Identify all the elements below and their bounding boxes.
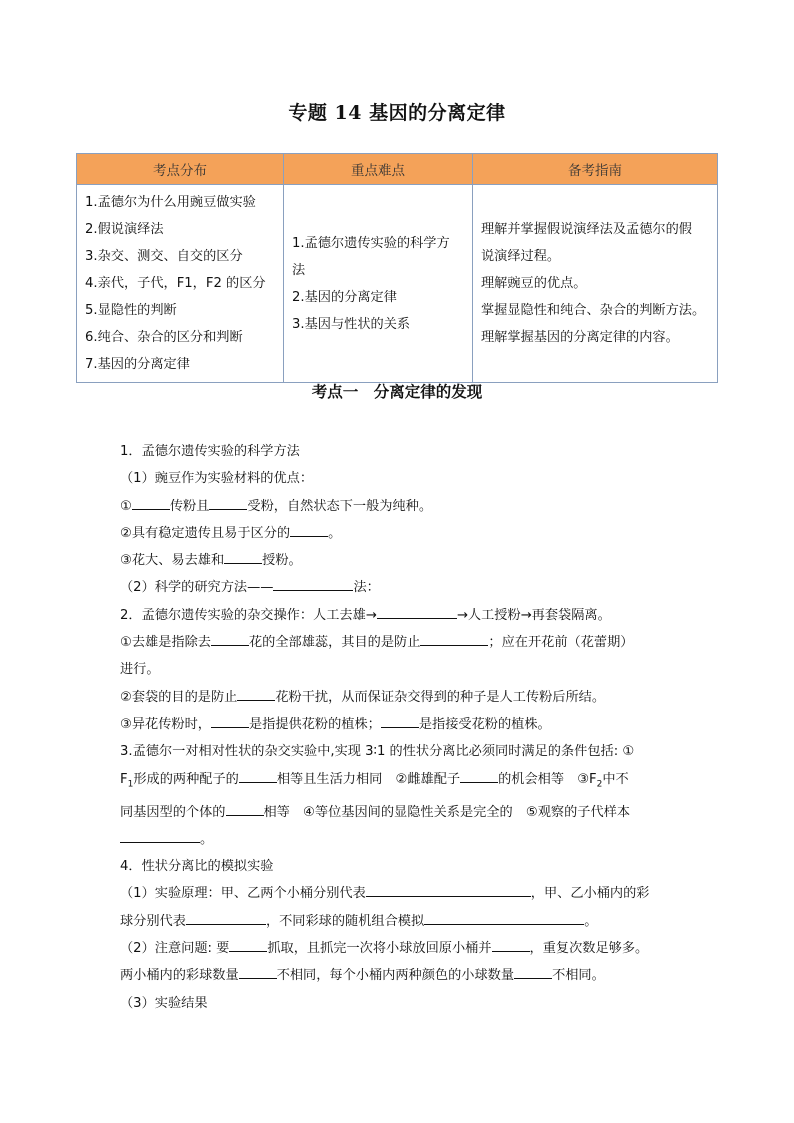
text-line: ③异花传粉时， 是指提供花粉的植株； 是指接受花粉的植株。 (120, 711, 680, 738)
overview-table (76, 153, 718, 383)
fill-blank[interactable] (377, 604, 457, 619)
text-line: （1）实验原理：甲、乙两个小桶分别代表 ，甲、乙小桶内的彩 (120, 880, 680, 907)
exam-point: 6.纯合、杂合的区分和判断 (85, 330, 243, 345)
text-line: 两小桶内的彩球数量 不相同，每个小桶内两种颜色的小球数量 不相同。 (120, 962, 680, 989)
text-line: ②套袋的目的是防止 花粉干扰，从而保证杂交得到的种子是人工传粉后所结。 (120, 684, 680, 711)
text-line: $F_1$形成的两种配子的 相等且生活力相同 ②雌雄配子 的机会相等 $③F_2$中不 (120, 766, 680, 799)
exam-point: 1.孟德尔为什么用豌豆做实验 (85, 195, 256, 210)
exam-point: 2.假说演绎法 (85, 222, 164, 237)
text-line: 球分别代表 ，不同彩球的随机组合模拟 。 (120, 908, 680, 935)
text-line: 进行。 (120, 662, 160, 678)
fill-blank[interactable] (273, 576, 353, 591)
guide-item: 掌握显隐性和纯合、杂合的判断方法。 (481, 303, 706, 318)
exam-points-cell (77, 185, 284, 383)
fill-blank[interactable] (424, 910, 584, 925)
page-title: 专题 14 基因的分离定律 (288, 102, 506, 124)
text-line: ②具有稳定遗传且易于区分的 。 (120, 520, 680, 547)
text-line: ①去雄是指除去 花的全部雄蕊，其目的是防止 ；应在开花前（花蕾期） (120, 629, 680, 656)
header-exam-points: 考点分布 (77, 154, 284, 185)
text-line: （2）注意问题: 要 抓取，且抓完一次将小球放回原小桶并 ，重复次数足够多。 (120, 935, 680, 962)
text-line: （1）豌豆作为实验材料的优点： (120, 471, 314, 487)
text-line: 3.孟德尔一对相对性状的杂交实验中,实现 3∶1 的性状分离比必须同时满足的条件包括: ① (120, 744, 635, 760)
section-title: 考点一 分离定律的发现 (311, 383, 483, 401)
text-line: 4．性状分离比的模拟实验 (120, 859, 274, 875)
guide-item: 理解并掌握假说演绎法及孟德尔的假 (481, 222, 692, 237)
key-difficulties-cell (284, 185, 473, 383)
fill-blank[interactable] (239, 768, 277, 783)
difficulty-item: 1.孟德尔遗传实验的科学方 (292, 235, 450, 251)
fill-blank[interactable] (514, 964, 552, 979)
text-line: ① 传粉且 受粉，自然状态下一般为纯种。 (120, 493, 680, 520)
fill-blank[interactable] (237, 686, 275, 701)
text-line: 。 (120, 826, 680, 853)
fill-blank[interactable] (492, 937, 530, 952)
study-guide-cell (473, 185, 718, 383)
text-line: 同基因型的个体的 相等 ④等位基因间的显隐性关系是完全的 ⑤观察的子代样本 (120, 799, 680, 826)
fill-blank[interactable] (239, 964, 277, 979)
table-row (77, 185, 718, 383)
fill-blank[interactable] (224, 549, 262, 564)
fill-blank[interactable] (120, 828, 200, 843)
fill-blank[interactable] (229, 937, 267, 952)
fill-blank[interactable] (186, 910, 266, 925)
fill-blank[interactable] (211, 713, 249, 728)
text-line: ③花大、易去雄和 授粉。 (120, 547, 680, 574)
fill-blank[interactable] (226, 801, 264, 816)
worksheet-body (120, 438, 680, 1017)
guide-item: 理解豌豆的优点。 (481, 276, 587, 291)
header-study-guide: 备考指南 (473, 154, 718, 185)
difficulty-item: 2.基因的分离定律 (292, 289, 397, 305)
fill-blank[interactable] (381, 713, 419, 728)
exam-point: 5.显隐性的判断 (85, 303, 177, 318)
text-line: 1．孟德尔遗传实验的科学方法 (120, 444, 300, 459)
fill-blank[interactable] (211, 631, 249, 646)
text-line: （2）科学的研究方法—— 法： (120, 574, 680, 601)
text-line: 2．孟德尔遗传实验的杂交操作：人工去雄→ →人工授粉→再套袋隔离。 (120, 602, 680, 629)
exam-point: 7.基因的分离定律 (85, 357, 190, 372)
fill-blank[interactable] (460, 768, 498, 783)
fill-blank[interactable] (209, 495, 247, 510)
difficulty-item: 法 (292, 262, 306, 278)
header-key-difficulties: 重点难点 (284, 154, 473, 185)
difficulty-item: 3.基因与性状的关系 (292, 316, 411, 332)
table-header-row (77, 154, 718, 185)
text-line: （3）实验结果 (120, 995, 208, 1011)
fill-blank[interactable] (366, 882, 531, 897)
fill-blank[interactable] (132, 495, 170, 510)
guide-item: 说演绎过程。 (481, 249, 561, 264)
exam-point: 4.亲代，子代，F1，F2 的区分 (85, 276, 266, 291)
exam-point: 3.杂交、测交、自交的区分 (85, 249, 243, 264)
fill-blank[interactable] (290, 522, 328, 537)
guide-item: 理解掌握基因的分离定律的内容。 (481, 330, 679, 345)
fill-blank[interactable] (420, 631, 488, 646)
